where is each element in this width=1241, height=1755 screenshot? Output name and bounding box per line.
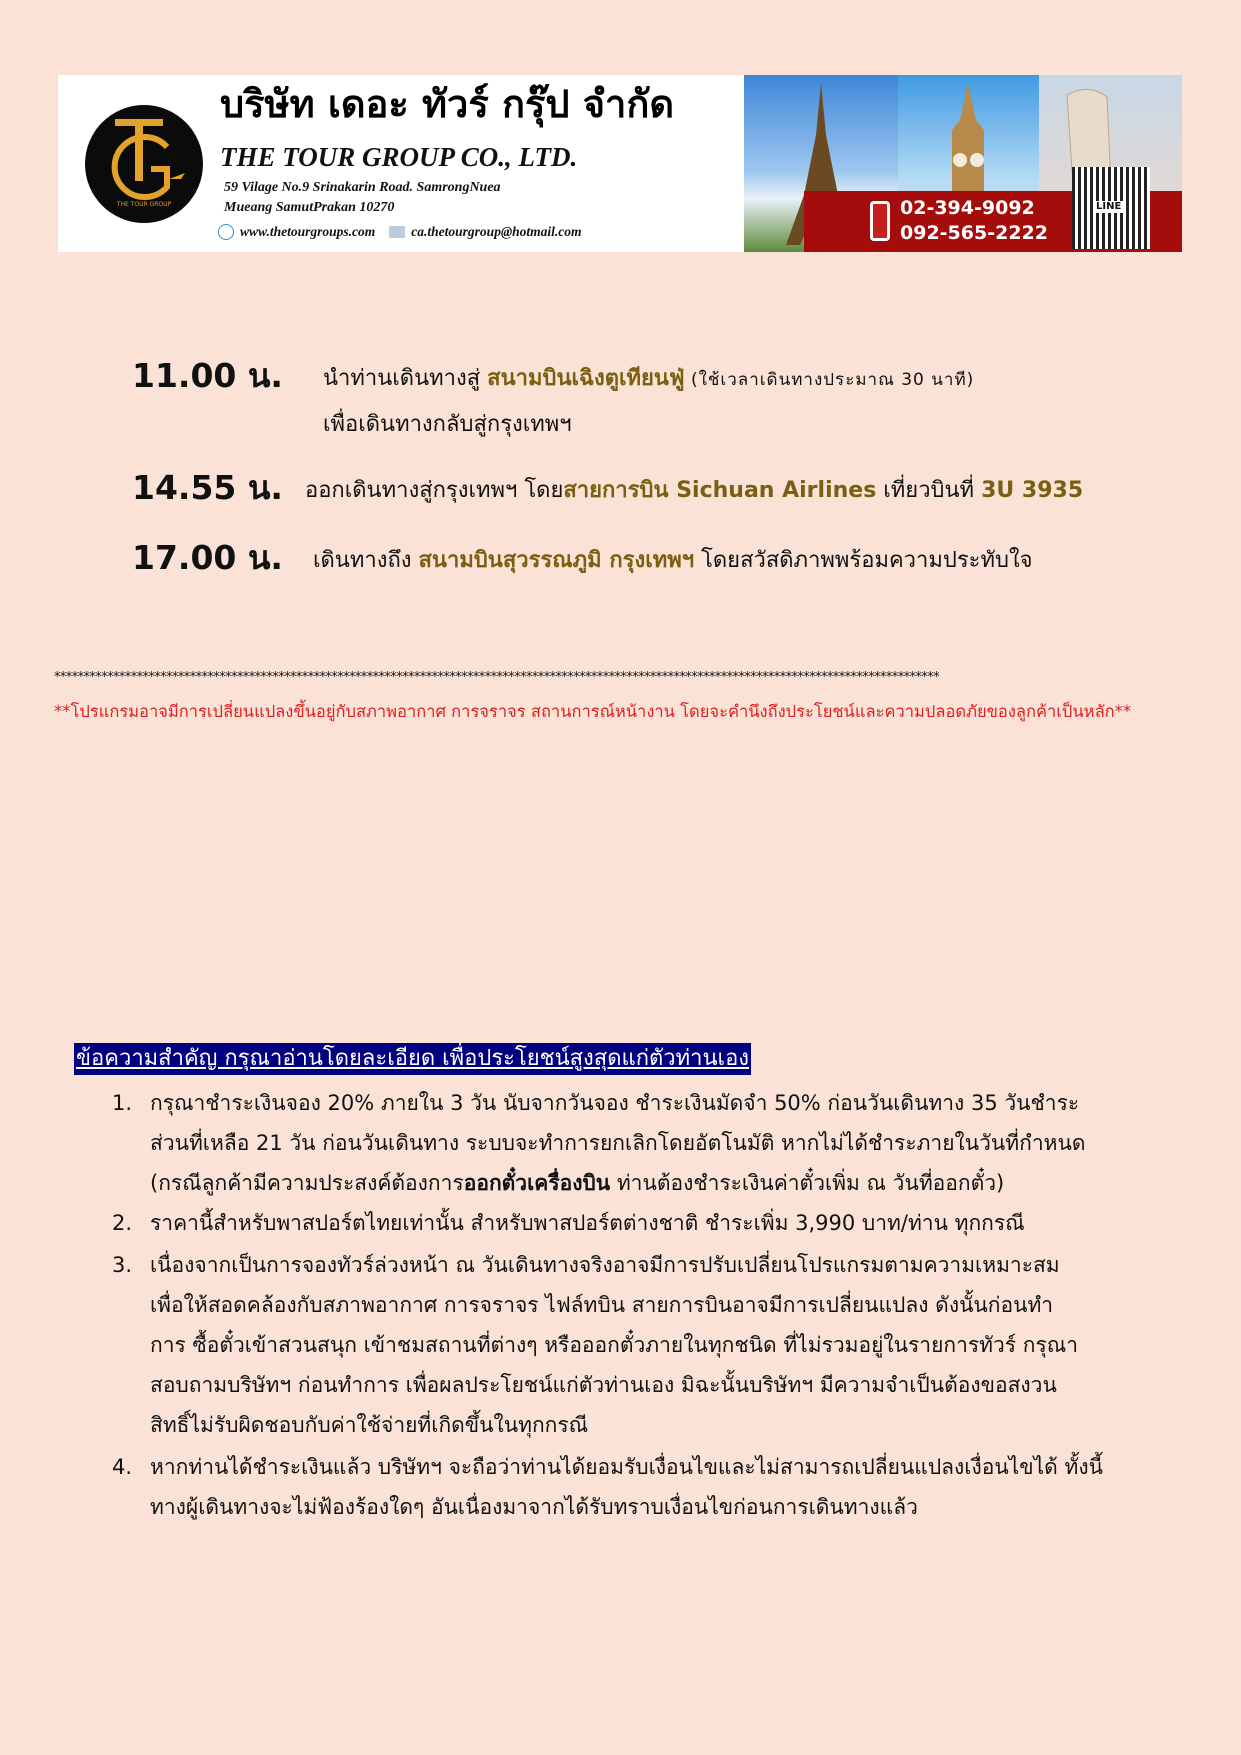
text: นำท่านเดินทางสู่: [323, 366, 488, 391]
item-number: 1.: [112, 1091, 133, 1115]
highlight-airport: สนามบินเฉิงตูเทียนฟู่: [487, 366, 685, 391]
program-note: **โปรแกรมอาจมีการเปลี่ยนแปลงขึ้นอยู่กับสภาพอากาศ การจราจร สถานการณ์หน้างาน โดยจะคำนึงถึงประโยชน์และความปลอดภัยของลูกค้าเป็นหลัก**: [54, 702, 1132, 721]
item-line: ทางผู้เดินทางจะไม่ฟ้องร้องใดๆ อันเนื่องมาจากได้รับทราบเงื่อนไขก่อนการเดินทางแล้ว: [150, 1495, 918, 1519]
itinerary-time: 17.00 น.: [132, 538, 283, 577]
contact-line: [218, 223, 582, 241]
bold-text: ออกตั๋วเครื่องบิน: [463, 1171, 611, 1195]
itinerary-text: [313, 544, 1033, 578]
important-heading: ข้อความสำคัญ กรุณาอ่านโดยละเอียด เพื่อประโยชน์สูงสุดแก่ตัวท่านเอง: [74, 1043, 751, 1075]
company-banner: [58, 75, 1182, 252]
item-number: 2.: [112, 1211, 133, 1235]
globe-icon: [218, 224, 234, 240]
separator: ******************************************************************************************************************************************************: [54, 670, 940, 685]
item-line: หากท่านได้ชำระเงินแล้ว บริษัทฯ จะถือว่าท่านได้ยอมรับเงื่อนไขและไม่สามารถเปลี่ยนแปลงเงื่อนไขได้ ทั้งนี้: [150, 1455, 1103, 1479]
text: ท่านต้องชำระเงินค่าตั๋วเพิ่ม ณ วันที่ออกตั๋ว): [610, 1171, 1005, 1195]
item-line: สอบถามบริษัทฯ ก่อนทำการ เพื่อผลประโยชน์แก่ตัวท่านเอง มิฉะนั้นบริษัทฯ มีความจำเป็นต้องขอสงวน: [150, 1373, 1057, 1397]
highlight-airline: สายการบิน Sichuan Airlines: [563, 478, 877, 503]
item-line: สิทธิ์ไม่รับผิดชอบกับค่าใช้จ่ายที่เกิดขึ้นในทุกกรณี: [150, 1413, 589, 1437]
phone-2[interactable]: 092-565-2222: [900, 222, 1048, 244]
company-logo: [85, 105, 203, 223]
address-line-2: Mueang SamutPrakan 10270: [224, 200, 395, 215]
item-line: การ ซื้อตั๋วเข้าสวนสนุก เข้าชมสถานที่ต่างๆ หรือออกตั๋วภายในทุกชนิด ที่ไม่รวมอยู่ในรายการทัวร์ กรุณา: [150, 1333, 1079, 1357]
text: (กรณีลูกค้ามีความประสงค์ต้องการ: [150, 1171, 464, 1195]
highlight-airport: สนามบินสุวรรณภูมิ กรุงเทพฯ: [418, 548, 695, 573]
itinerary-text: [323, 362, 974, 397]
company-name-thai: บริษัท เดอะ ทัวร์ กรุ๊ป จำกัด: [220, 82, 675, 126]
item-line: เนื่องจากเป็นการจองทัวร์ล่วงหน้า ณ วันเดินทางจริงอาจมีการปรับเปลี่ยนโปรแกรมตามความเหมาะสม: [150, 1253, 1060, 1277]
text: โดยสวัสดิภาพพร้อมความประทับใจ: [694, 548, 1033, 573]
highlight-flight: 3U 3935: [981, 478, 1084, 503]
item-line: กรุณาชำระเงินจอง 20% ภายใน 3 วัน นับจากวันจอง ชำระเงินมัดจำ 50% ก่อนวันเดินทาง 35 วันชำระ: [150, 1091, 1080, 1115]
itinerary-time: 14.55 น.: [132, 468, 283, 507]
qr-label: LINE: [1096, 201, 1122, 212]
text: เที่ยวบินที่: [876, 478, 982, 503]
text: ออกเดินทางสู่กรุงเทพฯ โดย: [305, 478, 564, 503]
phone-numbers: [900, 196, 1048, 246]
item-line: [150, 1166, 1004, 1200]
mail-icon: [389, 226, 405, 238]
item-line: เพื่อให้สอดคล้องกับสภาพอากาศ การจราจร ไฟล์ทบิน สายการบินอาจมีการเปลี่ยนแปลง ดังนั้นก่อนทำ: [150, 1293, 1054, 1317]
itinerary-text: [305, 474, 1083, 508]
phone-icon: [870, 201, 890, 241]
item-line: ส่วนที่เหลือ 21 วัน ก่อนวันเดินทาง ระบบจะทำการยกเลิกโดยอัตโนมัติ หากไม่ได้ชำระภายในวันที่กำหนด: [150, 1131, 1086, 1155]
itinerary-text-line2: เพื่อเดินทางกลับสู่กรุงเทพฯ: [323, 412, 572, 437]
text: เดินทางถึง: [313, 548, 419, 573]
phone-1[interactable]: 02-394-9092: [900, 197, 1035, 219]
line-qr-code[interactable]: [1072, 167, 1150, 249]
item-number: 4.: [112, 1455, 133, 1479]
address-line-1: 59 Vilage No.9 Srinakarin Road. SamrongNuea: [224, 180, 501, 195]
website-link[interactable]: www.thetourgroups.com: [240, 224, 376, 239]
item-number: 3.: [112, 1253, 133, 1277]
company-name-english: THE TOUR GROUP CO., LTD.: [220, 142, 578, 172]
email-link[interactable]: ca.thetourgroup@hotmail.com: [411, 224, 582, 239]
item-line: ราคานี้สำหรับพาสปอร์ตไทยเท่านั้น สำหรับพาสปอร์ตต่างชาติ ชำระเพิ่ม 3,990 บาท/ท่าน ทุกกรณี: [150, 1211, 1025, 1235]
logo-text: THE TOUR GROUP: [116, 201, 172, 208]
itinerary-time: 11.00 น.: [132, 356, 283, 395]
text: (ใช้เวลาเดินทางประมาณ 30 นาที): [684, 370, 975, 390]
